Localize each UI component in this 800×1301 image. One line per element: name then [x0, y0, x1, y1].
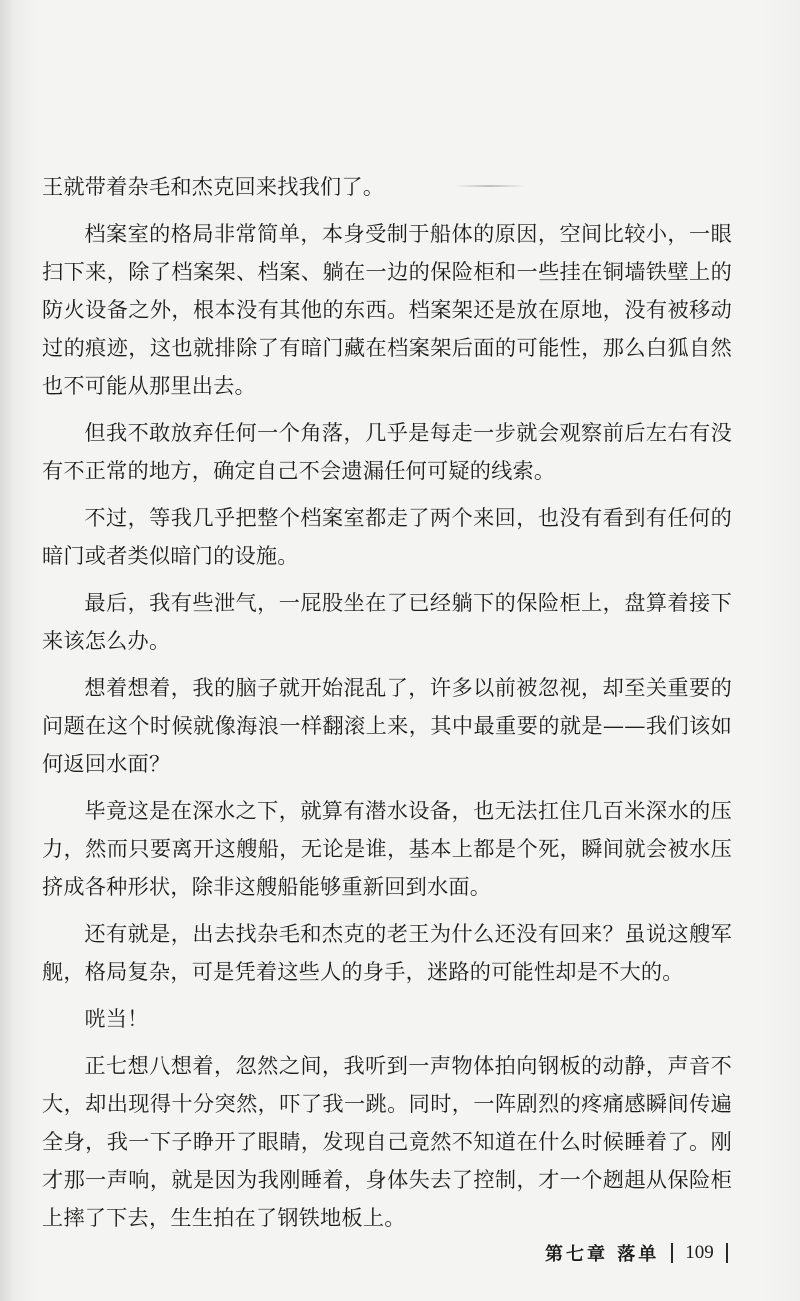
page-number: 109 [685, 1242, 714, 1263]
paragraph: 正七想八想着，忽然之间，我听到一声物体拍向钢板的动静，声音不大，却出现得十分突然，吓了我一跳。同时，一阵剧烈的疼痛感瞬间传遍全身，我一下子睁开了眼睛，发现自己竟然不知道在什么时候睡着了。刚才那一声响，就是因为我刚睡着，身体失去了控制，才一个趔趄从保险柜上摔了下去，生生拍在了钢铁地板上。 [42, 1053, 732, 1230]
footer-divider [726, 1243, 728, 1263]
body-text [42, 168, 732, 1246]
chapter-title: 第七章 落单 [545, 1244, 660, 1265]
paragraph-continued: 王就带着杂毛和杰克回来找我们了。 [42, 174, 385, 199]
paragraph: 但我不敢放弃任何一个角落，几乎是每走一步就会观察前后左右有没有不正常的地方，确定自己不会遗漏任何可疑的线索。 [42, 420, 732, 483]
paragraph: 咣当！ [84, 1006, 149, 1031]
paragraph: 不过，等我几乎把整个档案室都走了两个来回，也没有看到有任何的暗门或者类似暗门的设施。 [42, 505, 732, 568]
page-footer [545, 1238, 740, 1268]
paragraph: 最后，我有些泄气，一屁股坐在了已经躺下的保险柜上，盘算着接下来该怎么办。 [42, 590, 732, 653]
paragraph: 想着想着，我的脑子就开始混乱了，许多以前被忽视，却至关重要的问题在这个时候就像海浪一样翻滚上来，其中最重要的就是——我们该如何返回水面？ [42, 675, 732, 776]
paragraph: 档案室的格局非常简单，本身受制于船体的原因，空间比较小，一眼扫下来，除了档案架、档案、躺在一边的保险柜和一些挂在铜墙铁壁上的防火设备之外，根本没有其他的东西。档案架还是放在原地，没有被移动过的痕迹，这也就排除了有暗门藏在档案架后面的可能性，那么白狐自然也不可能从那里出去。 [42, 221, 732, 398]
paragraph: 还有就是，出去找杂毛和杰克的老王为什么还没有回来？虽说这艘军舰，格局复杂，可是凭着这些人的身手，迷路的可能性却是不大的。 [42, 921, 732, 984]
footer-divider [671, 1243, 673, 1263]
paragraph: 毕竟这是在深水之下，就算有潜水设备，也无法扛住几百米深水的压力，然而只要离开这艘船，无论是谁，基本上都是个死，瞬间就会被水压挤成各种形状，除非这艘船能够重新回到水面。 [42, 798, 732, 899]
